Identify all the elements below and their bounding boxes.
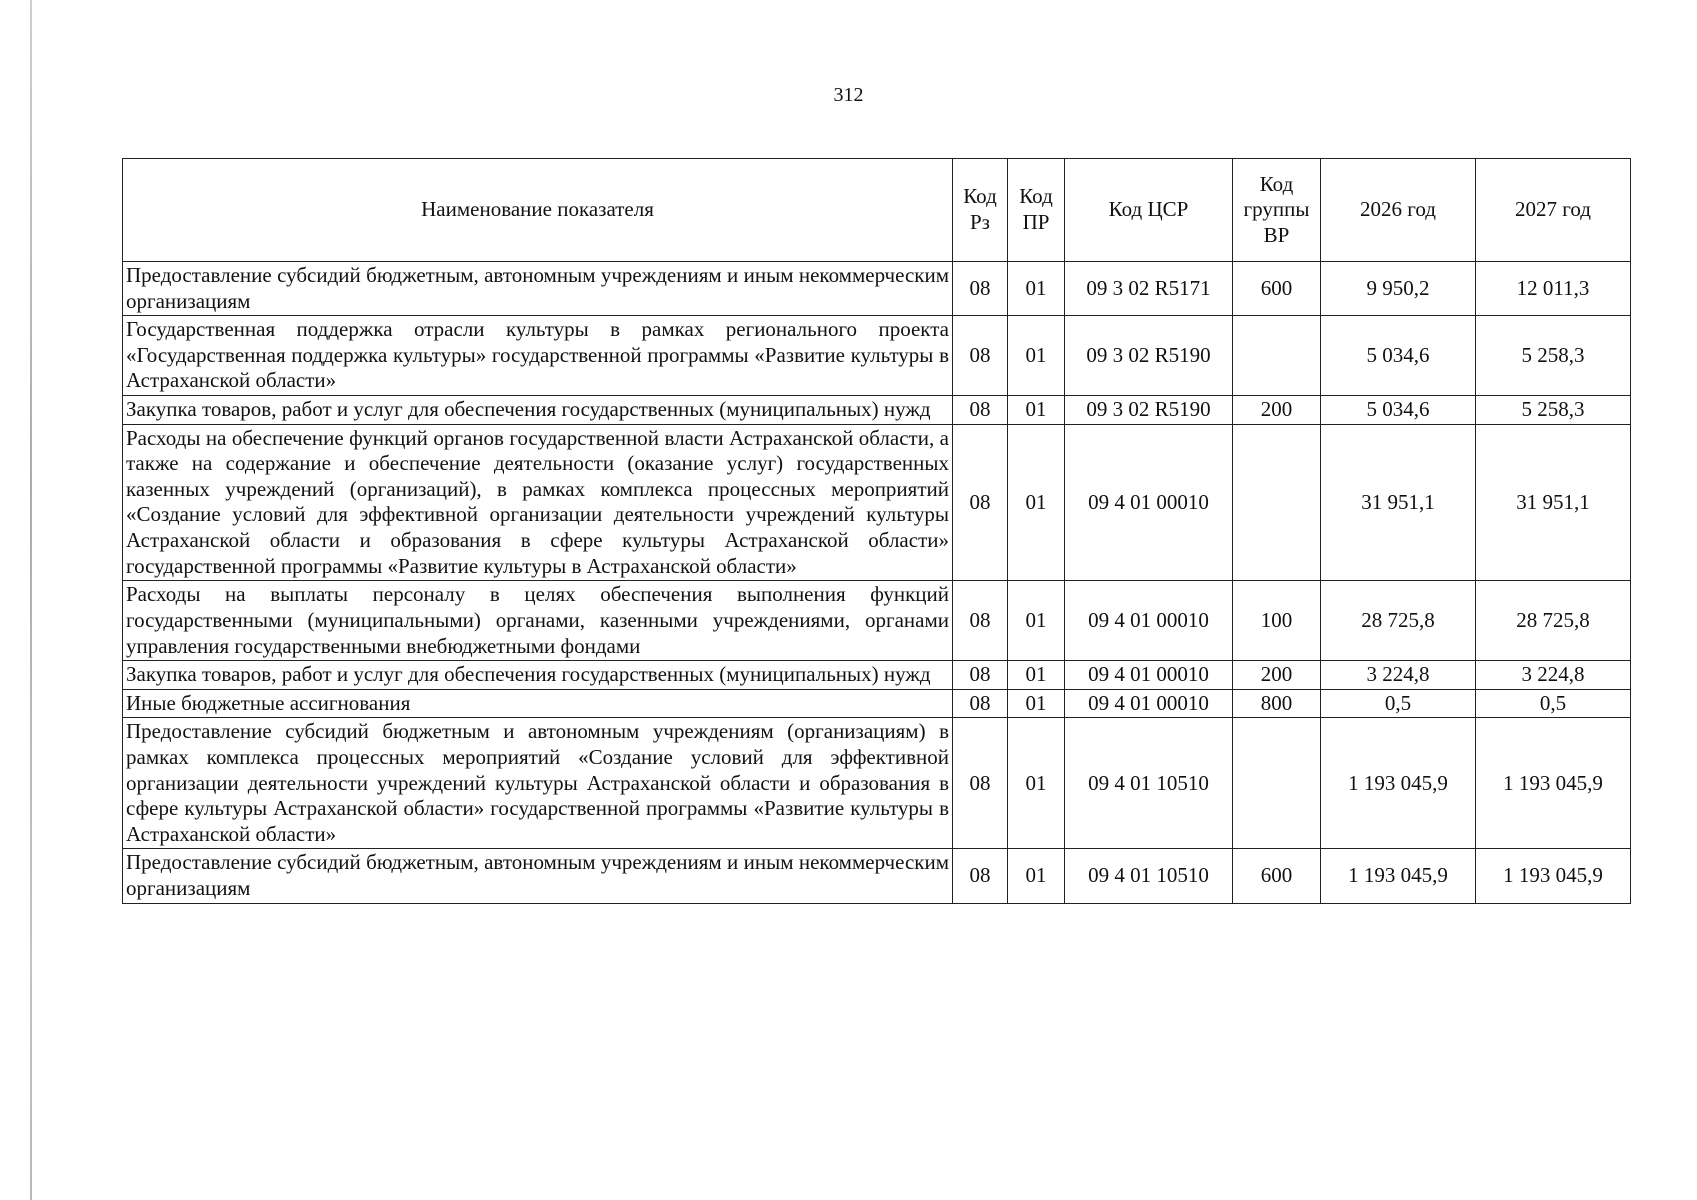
row-2026: 3 224,8 bbox=[1321, 661, 1476, 690]
row-pr: 01 bbox=[1008, 661, 1065, 690]
row-pr: 01 bbox=[1008, 396, 1065, 425]
header-pr: Код ПР bbox=[1008, 159, 1065, 262]
row-name: Предоставление субсидий бюджетным, автономным учреждениям и иным некоммерческим организациям bbox=[123, 849, 953, 903]
header-2027: 2027 год bbox=[1476, 159, 1631, 262]
row-rz: 08 bbox=[953, 661, 1008, 690]
row-2027: 3 224,8 bbox=[1476, 661, 1631, 690]
row-csr: 09 3 02 R5190 bbox=[1065, 316, 1233, 396]
row-vr: 800 bbox=[1233, 689, 1321, 718]
header-2026: 2026 год bbox=[1321, 159, 1476, 262]
table-row bbox=[123, 718, 1631, 849]
table-row bbox=[123, 661, 1631, 690]
row-vr bbox=[1233, 316, 1321, 396]
row-name: Закупка товаров, работ и услуг для обеспечения государственных (муниципальных) нужд bbox=[123, 396, 953, 425]
table-row bbox=[123, 396, 1631, 425]
row-vr: 200 bbox=[1233, 396, 1321, 425]
row-pr: 01 bbox=[1008, 581, 1065, 661]
row-2027: 12 011,3 bbox=[1476, 262, 1631, 316]
row-vr: 600 bbox=[1233, 849, 1321, 903]
row-pr: 01 bbox=[1008, 718, 1065, 849]
table-row bbox=[123, 689, 1631, 718]
row-rz: 08 bbox=[953, 718, 1008, 849]
row-2027: 28 725,8 bbox=[1476, 581, 1631, 661]
row-2026: 0,5 bbox=[1321, 689, 1476, 718]
table-header-row bbox=[123, 159, 1631, 262]
row-name: Расходы на выплаты персоналу в целях обеспечения выполнения функций государственными (муниципальными) органами, казенными учреждениями, органами управления государственными внебюджетными фондами bbox=[123, 581, 953, 661]
row-2027: 31 951,1 bbox=[1476, 424, 1631, 581]
row-name: Государственная поддержка отрасли культуры в рамках регионального проекта «Государственная поддержка культуры» государственной программы «Развитие культуры в Астраханской области» bbox=[123, 316, 953, 396]
row-2026: 9 950,2 bbox=[1321, 262, 1476, 316]
row-name: Предоставление субсидий бюджетным и автономным учреждениям (организациям) в рамках комплекса процессных мероприятий «Создание условий для эффективной организации деятельности учреждений культуры Астраханской области и образования в сфере культуры Астраханской области» государственной программы «Развитие культуры в Астраханской области» bbox=[123, 718, 953, 849]
row-vr: 100 bbox=[1233, 581, 1321, 661]
row-csr: 09 4 01 00010 bbox=[1065, 689, 1233, 718]
header-csr: Код ЦСР bbox=[1065, 159, 1233, 262]
row-vr bbox=[1233, 424, 1321, 581]
row-2027: 5 258,3 bbox=[1476, 316, 1631, 396]
row-2026: 5 034,6 bbox=[1321, 396, 1476, 425]
row-2026: 1 193 045,9 bbox=[1321, 849, 1476, 903]
budget-table bbox=[122, 158, 1631, 904]
row-pr: 01 bbox=[1008, 424, 1065, 581]
row-2026: 31 951,1 bbox=[1321, 424, 1476, 581]
page-number: 312 bbox=[833, 84, 864, 106]
row-pr: 01 bbox=[1008, 316, 1065, 396]
row-name: Закупка товаров, работ и услуг для обеспечения государственных (муниципальных) нужд bbox=[123, 661, 953, 690]
row-csr: 09 4 01 00010 bbox=[1065, 581, 1233, 661]
row-2026: 5 034,6 bbox=[1321, 316, 1476, 396]
row-csr: 09 4 01 10510 bbox=[1065, 718, 1233, 849]
row-vr: 600 bbox=[1233, 262, 1321, 316]
table-row bbox=[123, 262, 1631, 316]
row-rz: 08 bbox=[953, 689, 1008, 718]
row-csr: 09 4 01 00010 bbox=[1065, 424, 1233, 581]
row-rz: 08 bbox=[953, 262, 1008, 316]
table-row bbox=[123, 424, 1631, 581]
row-name: Иные бюджетные ассигнования bbox=[123, 689, 953, 718]
row-pr: 01 bbox=[1008, 849, 1065, 903]
table-row bbox=[123, 316, 1631, 396]
row-2027: 1 193 045,9 bbox=[1476, 849, 1631, 903]
row-csr: 09 4 01 00010 bbox=[1065, 661, 1233, 690]
row-vr: 200 bbox=[1233, 661, 1321, 690]
row-rz: 08 bbox=[953, 316, 1008, 396]
row-rz: 08 bbox=[953, 849, 1008, 903]
row-rz: 08 bbox=[953, 396, 1008, 425]
row-csr: 09 3 02 R5171 bbox=[1065, 262, 1233, 316]
row-name: Расходы на обеспечение функций органов государственной власти Астраханской области, а также на содержание и обеспечение деятельности (оказание услуг) государственных казенных учреждений (организаций), в рамках комплекса процессных мероприятий «Создание условий для эффективной организации деятельности учреждений культуры Астраханской области и образования в сфере культуры Астраханской области» государственной программы «Развитие культуры в Астраханской области» bbox=[123, 424, 953, 581]
row-pr: 01 bbox=[1008, 689, 1065, 718]
row-2026: 28 725,8 bbox=[1321, 581, 1476, 661]
row-2026: 1 193 045,9 bbox=[1321, 718, 1476, 849]
header-vr: Код группы ВР bbox=[1233, 159, 1321, 262]
row-rz: 08 bbox=[953, 424, 1008, 581]
row-2027: 5 258,3 bbox=[1476, 396, 1631, 425]
scan-edge bbox=[30, 0, 32, 1200]
row-csr: 09 4 01 10510 bbox=[1065, 849, 1233, 903]
row-csr: 09 3 02 R5190 bbox=[1065, 396, 1233, 425]
table-row bbox=[123, 581, 1631, 661]
row-2027: 0,5 bbox=[1476, 689, 1631, 718]
row-pr: 01 bbox=[1008, 262, 1065, 316]
row-name: Предоставление субсидий бюджетным, автономным учреждениям и иным некоммерческим организациям bbox=[123, 262, 953, 316]
row-2027: 1 193 045,9 bbox=[1476, 718, 1631, 849]
table-row bbox=[123, 849, 1631, 903]
header-rz: Код Рз bbox=[953, 159, 1008, 262]
header-name: Наименование показателя bbox=[123, 159, 953, 262]
row-vr bbox=[1233, 718, 1321, 849]
row-rz: 08 bbox=[953, 581, 1008, 661]
